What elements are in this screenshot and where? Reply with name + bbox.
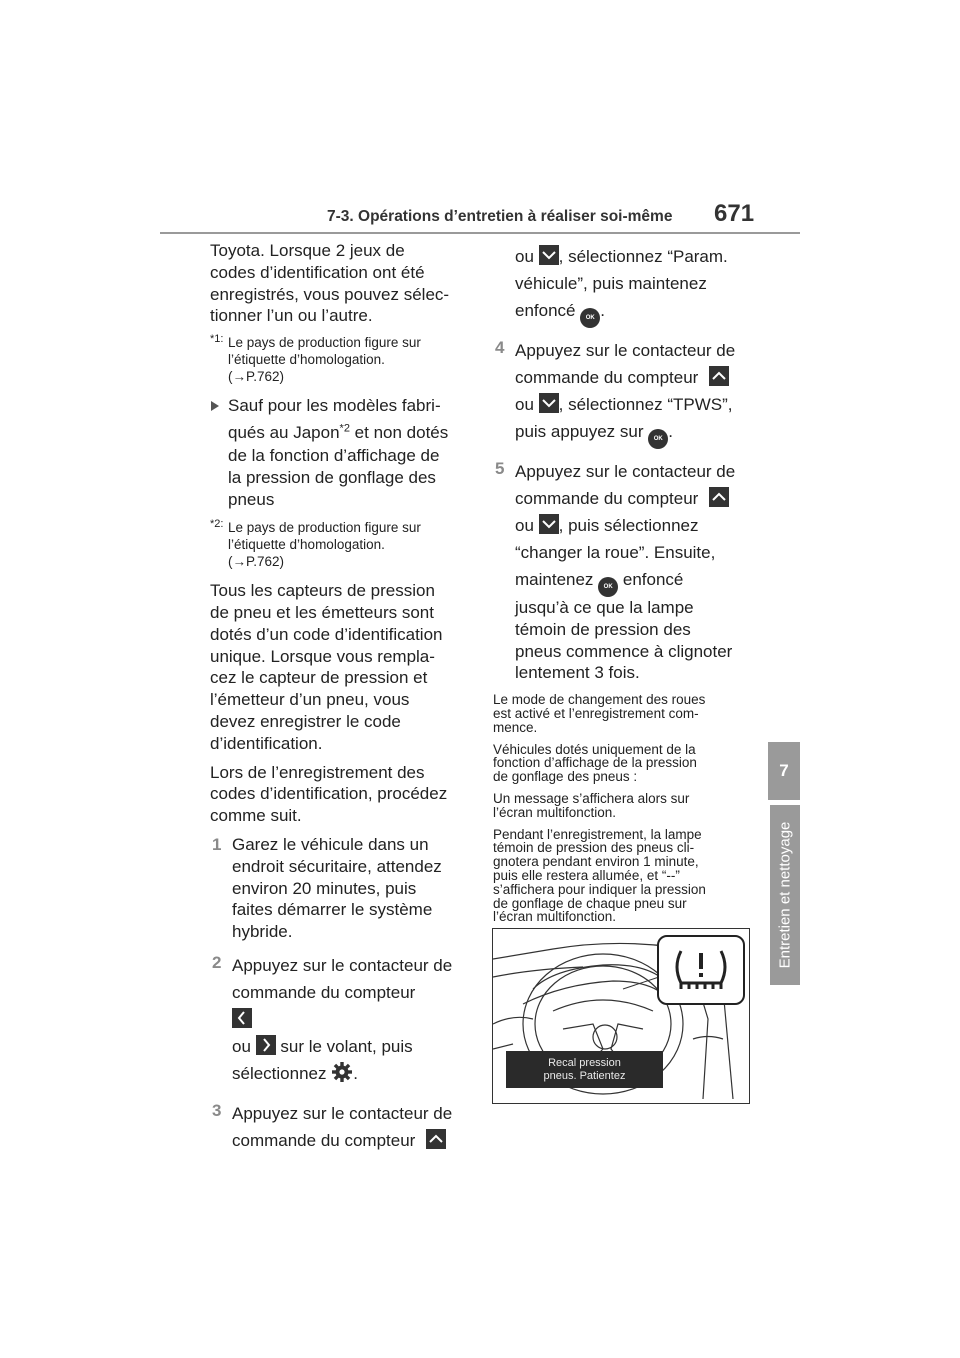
tire-pressure-warning-icon (657, 935, 745, 1005)
chapter-label (770, 805, 800, 985)
section-title: 7-3. Opérations d’entretien à réaliser soi-même (327, 208, 673, 225)
chevron-right-icon (256, 1035, 276, 1055)
chevron-up-icon (709, 487, 729, 507)
paragraph: Lors de l’enregistrement des codes d’identification, procédez comme suit. (210, 762, 448, 826)
ok-button-icon: OK (648, 429, 668, 449)
bullet-triangle-icon (211, 401, 219, 411)
right-column (493, 240, 751, 932)
note: Un message s’affichera alors sur l’écran multifonction. (493, 790, 690, 820)
left-column (210, 240, 460, 1163)
paragraph: Tous les capteurs de pression de pneu et les émetteurs sont dotés d’un code d’identification unique. Lorsque vous rempla- cez le capteur de pression et l’émetteur d’un pneu, vous devez enregistrer le code d’identification. (210, 581, 443, 753)
step-4: 4 Appuyez sur le contacteur de commande du compteur ou , sélectionnez “TPWS”, puis appuyez sur OK . (493, 337, 751, 449)
paragraph: Toyota. Lorsque 2 jeux de codes d’identification ont été enregistrés, vous pouvez sélec- tionner l’un ou l’autre. (210, 241, 450, 326)
chevron-left-icon (232, 1008, 252, 1028)
note: Véhicules dotés uniquement de la fonction d’affichage de la pression de gonflage des pneus : (493, 741, 697, 785)
chapter-label-text: Entretien et nettoyage (776, 821, 794, 969)
ok-button-icon: OK (580, 308, 600, 328)
step-3-continued: ou , sélectionnez “Param. véhicule”, puis maintenez enfoncé OK . (493, 243, 751, 328)
step-2: 2 Appuyez sur le contacteur de commande du compteur ou sur le volant, puis sélectionnez . (210, 952, 460, 1091)
note: Le mode de changement des roues est activé et l’enregistrement com- mence. (493, 692, 706, 735)
page-number: 671 (714, 200, 755, 227)
ok-button-icon: OK (598, 577, 618, 597)
footnote: *1: Le pays de production figure sur l’étiquette d’homologation. (→P.762) (210, 333, 421, 385)
chevron-up-icon (426, 1129, 446, 1149)
bullet-item: Sauf pour les modèles fabri- qués au Japon$^{*2}$ et non dotés de la fonction d’affichage de la pression de gonflage des pneus (210, 395, 460, 511)
step-1: 1 Garez le véhicule dans un endroit sécuritaire, attendez environ 20 minutes, puis faites démarrer le système hybride. (212, 834, 442, 942)
header-rule (160, 232, 800, 234)
chevron-up-icon (709, 366, 729, 386)
chevron-down-icon (539, 393, 559, 413)
chevron-down-icon (539, 514, 559, 534)
chapter-tab: 7 (768, 742, 800, 800)
chevron-down-icon (539, 245, 559, 265)
footnote: *2: Le pays de production figure sur l’étiquette d’homologation. (→P.762) (210, 518, 421, 570)
step-5: 5 Appuyez sur le contacteur de commande du compteur ou , puis sélectionnez “changer la roue”. Ensuite, maintenez OK enfoncé jusqu’à ce que la lampe témoin de pression des pneus commence à clignoter lentement 3 fois. (495, 459, 736, 683)
dashboard-illustration (492, 928, 750, 1104)
note: Pendant l’enregistrement, la lampe témoin de pression des pneus cli- gnotera pendant environ 1 minute, puis elle restera allumée, et “--” s’affichera pour indiquer la pression de gonflage de chaque pneu sur l’écran multifonction. (493, 826, 706, 925)
step-3: 3 Appuyez sur le contacteur de commande du compteur (212, 1100, 453, 1150)
gear-icon (331, 1061, 353, 1091)
multi-info-display-message: Recal pression pneus. Patientez (506, 1051, 663, 1088)
